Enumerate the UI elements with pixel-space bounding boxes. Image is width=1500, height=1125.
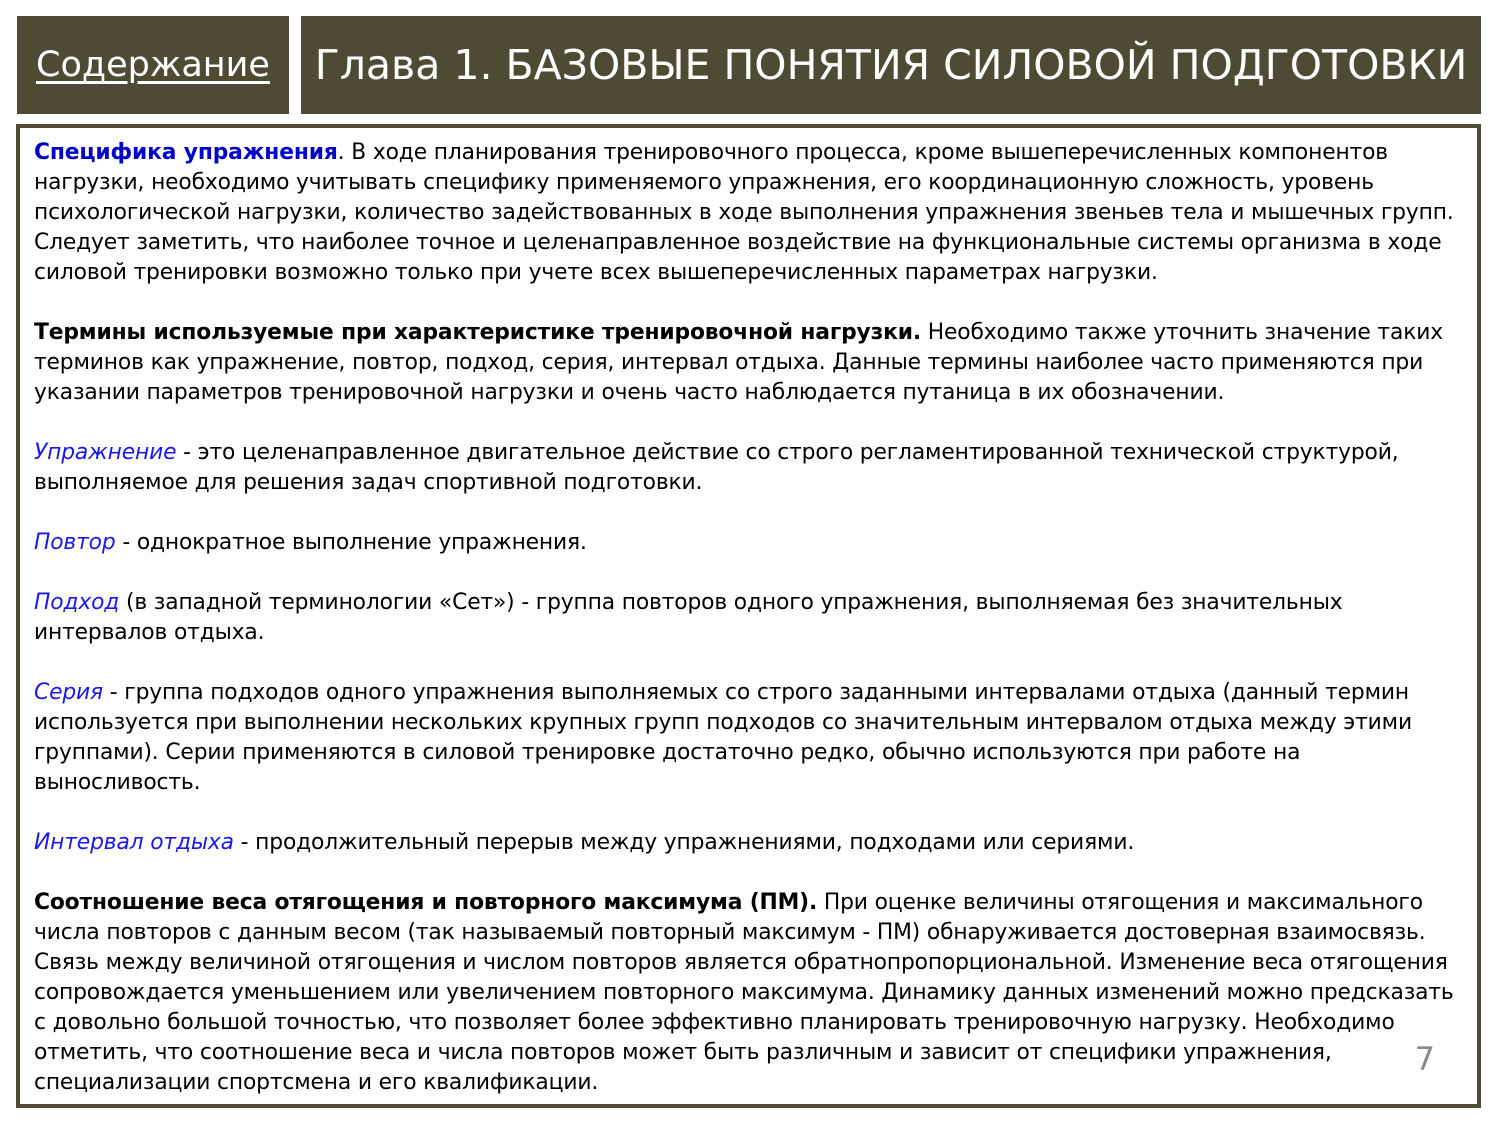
paragraph-set: [34, 588, 1465, 648]
term-exercise: Упражнение: [34, 440, 177, 465]
term-repetition: Повтор: [34, 530, 116, 555]
paragraph-text: - группа подходов одного упражнения выполняемых со строго заданными интервалами отдыха (данный термин используется при выполнении нескольких крупных групп подходов со значительным интервалом отдыха между этими группами). Серии применяются в силовой тренировке достаточно редко, обычно используются при работе на выносливость.: [34, 680, 1412, 795]
paragraph-text: - однократное выполнение упражнения.: [115, 530, 587, 555]
term-exercise-specifics: Специфика упражнения: [34, 140, 338, 165]
content-panel: [16, 124, 1481, 1108]
paragraph-series: [34, 678, 1465, 798]
term-load-terms: Термины используемые при характеристике тренировочной нагрузки.: [34, 320, 922, 345]
paragraph-text: (в западной терминологии «Сет») - группа повторов одного упражнения, выполняемая без значительных интервалов отдыха.: [34, 590, 1343, 645]
term-series: Серия: [34, 680, 103, 705]
paragraph-exercise-specifics: [34, 138, 1465, 288]
term-set: Подход: [34, 590, 120, 615]
paragraph-text: . В ходе планирования тренировочного процесса, кроме вышеперечисленных компонентов нагрузки, необходимо учитывать специфику применяемого упражнения, его координационную сложность, уровень психологической нагрузки, количество задействованных в ходе выполнения упражнения звеньев тела и мышечных групп. Следует заметить, что наиболее точное и целенаправленное воздействие на функциональные системы организма в ходе силовой тренировки возможно только при учете всех вышеперечисленных параметрах нагрузки.: [34, 140, 1454, 285]
term-weight-rm-ratio: Соотношение веса отягощения и повторного максимума (ПМ).: [34, 890, 818, 915]
paragraph-rest-interval: [34, 828, 1465, 858]
paragraph-text: Необходимо также уточнить значение таких терминов как упражнение, повтор, подход, серия, интервал отдыха. Данные термины наиболее часто применяются при указании параметров тренировочной нагрузки и очень часто наблюдается путаница в их обозначении.: [34, 320, 1443, 405]
paragraph-text: - это целенаправленное двигательное действие со строго регламентированной технической структурой, выполняемое для решения задач спортивной подготовки.: [34, 440, 1399, 495]
title-banner: [301, 16, 1481, 114]
paragraph-repetition: [34, 528, 1465, 558]
term-rest-interval: Интервал отдыха: [34, 830, 234, 855]
paragraph-text: - продолжительный перерыв между упражнениями, подходами или сериями.: [233, 830, 1135, 855]
paragraph-weight-rm-ratio: [34, 888, 1465, 1098]
paragraph-text: При оценке величины отягощения и максимального числа повторов с данным весом (так называемый повторный максимум - ПМ) обнаруживается достоверная взаимосвязь. Связь между величиной отягощения и числом повторов является обратнопропорциональной. Изменение веса отягощения сопровождается уменьшением или увеличением повторного максимума. Динамику данных изменений можно предсказать с довольно большой точностью, что позволяет более эффективно планировать тренировочную нагрузку. Необходимо отметить, что соотношение веса и числа повторов может быть различным и зависит от специфики упражнения, специализации спортсмена и его квалификации.: [34, 890, 1454, 1095]
page-number: 7: [1414, 1040, 1435, 1078]
paragraph-load-terms: [34, 318, 1465, 408]
contents-nav-box: [17, 16, 289, 114]
paragraph-exercise: [34, 438, 1465, 498]
page-title: Глава 1. БАЗОВЫЕ ПОНЯТИЯ СИЛОВОЙ ПОДГОТОВКИ: [314, 41, 1468, 89]
contents-link[interactable]: Содержание: [36, 45, 270, 85]
